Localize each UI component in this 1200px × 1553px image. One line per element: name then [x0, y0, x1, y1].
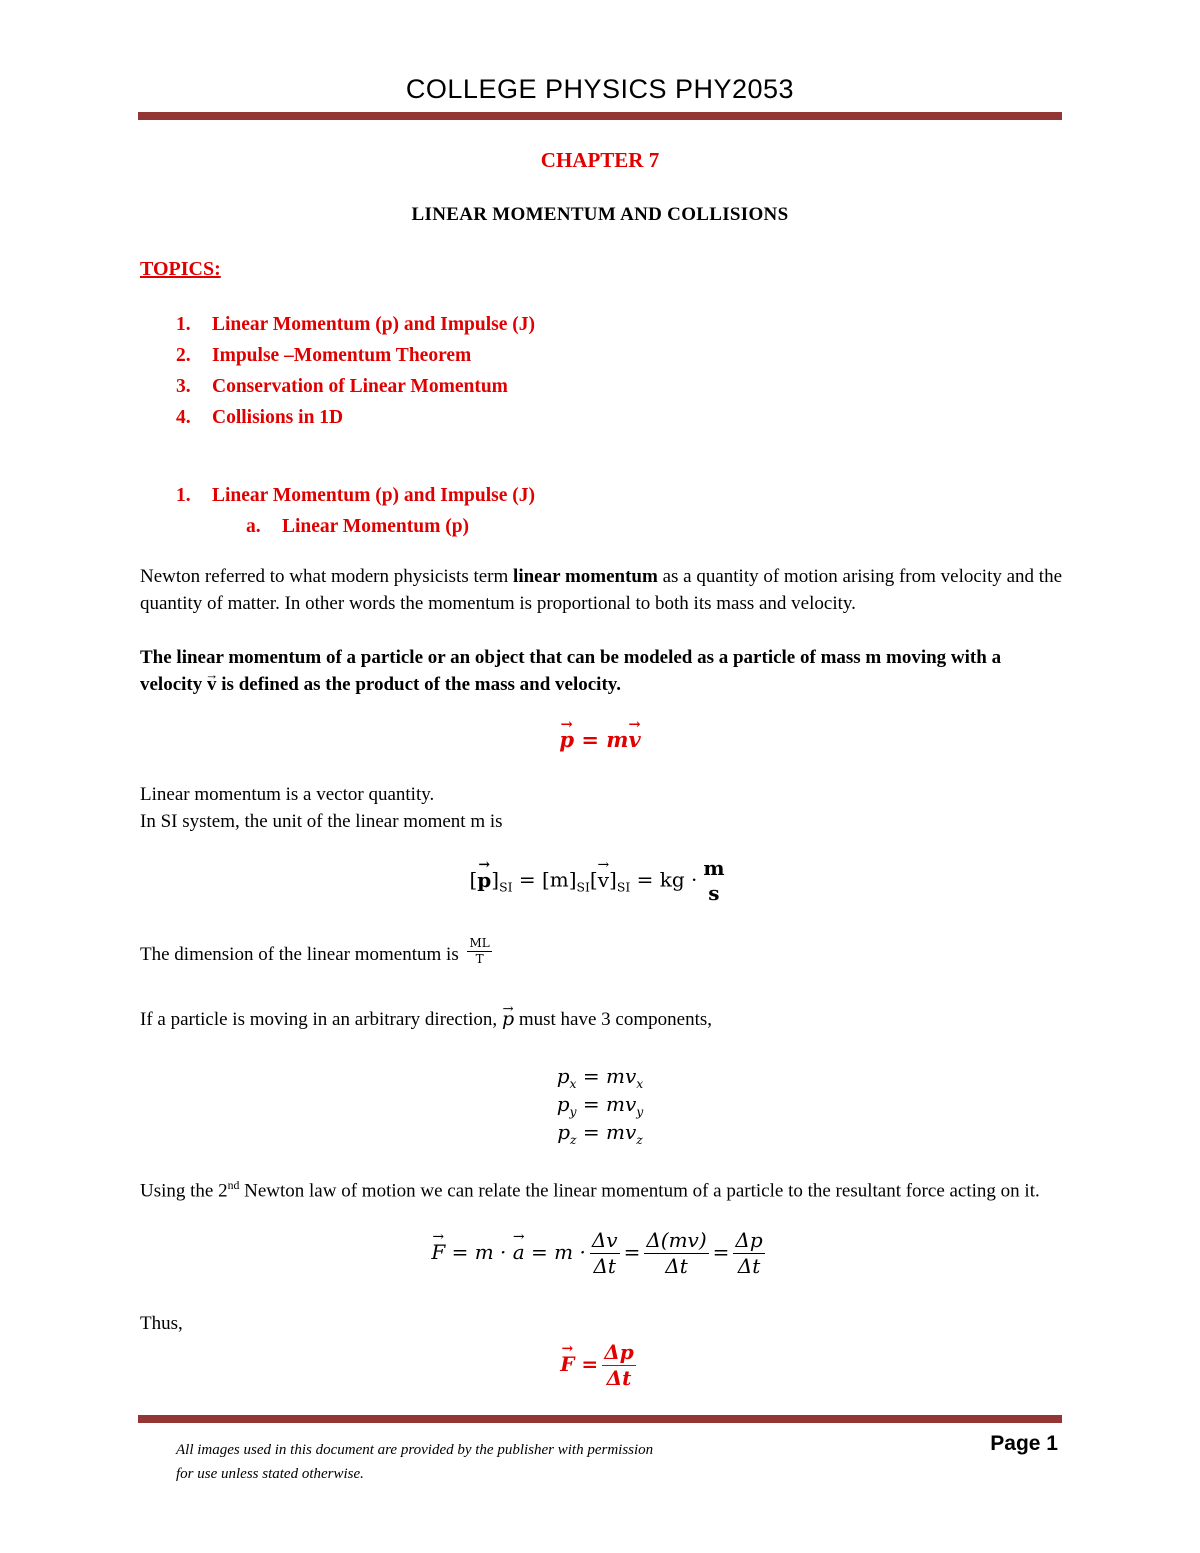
paragraph-intro: Newton referred to what modern physicists term linear momentum as a quantity of motion arising from velocity and the quantity of matter. In other words the momentum is proportional to both its mass and velocity.: [140, 566, 1063, 614]
components-text: If a particle is moving in an arbitrary direction, → p must have 3 components,: [140, 1006, 1065, 1033]
topics-heading: TOPICS:: [140, 258, 221, 280]
subsection-heading: a. Linear Momentum (p): [246, 516, 470, 537]
dimension-text: The dimension of the linear momentum is $\frac{ML}{T}$: [140, 936, 490, 967]
chapter-title: LINEAR MOMENTUM AND COLLISIONS: [411, 204, 789, 225]
equation-px: $p_x = mv_x$: [556, 1064, 644, 1091]
vector-quantity-text: Linear momentum is a vector quantity.: [140, 784, 435, 805]
page-number: Page 1: [990, 1432, 1058, 1455]
equation-final: → F = $\frac{\Delta p}{\Delta t}$: [0, 1340, 1200, 1391]
chapter-label: CHAPTER 7: [540, 148, 660, 172]
footer-note: All images used in this document are provided by the publisher with permission for use unless stated otherwise.: [176, 1442, 654, 1482]
header-title: COLLEGE PHYSICS PHY2053: [405, 74, 795, 104]
header-rule: [138, 112, 1062, 120]
topic-item: 2. Impulse –Momentum Theorem: [176, 345, 472, 366]
definition-text: The linear momentum of a particle or an object that can be modeled as a particle of mass m moving with a velocity → v is defined as the product of the mass and velocity.: [140, 644, 1050, 698]
newton-law-text: Using the 2nd Newton law of motion we can relate the linear momentum of a particle to the resultant force acting on it.: [140, 1179, 1040, 1202]
equation-pz: $p_z = mv_z$: [557, 1120, 643, 1147]
si-intro-text: In SI system, the unit of the linear moment m is: [140, 811, 503, 832]
topic-item: 1. Linear Momentum (p) and Impulse (J): [176, 314, 536, 335]
equation-force: → F = m · → a = m · $\frac{\Delta v}{\Delta t}$ = $\frac{\Delta(mv)}{\Delta t}$ = $\frac{\Delta p}{\Delta t}$: [0, 1228, 1200, 1279]
topic-item: 3. Conservation of Linear Momentum: [176, 376, 508, 397]
equation-py: $p_y = mv_y$: [556, 1092, 644, 1119]
equation-units: [→ $p]_{SI} = [m]_{SI}[\to v]_{SI}$ = kg · m s: [0, 856, 1200, 906]
thus-text: Thus,: [140, 1313, 183, 1334]
topic-item: 4. Collisions in 1D: [176, 407, 344, 428]
section-heading: 1. Linear Momentum (p) and Impulse (J): [176, 485, 536, 506]
equation-momentum: → p = m→ v: [0, 727, 1200, 753]
footer-rule: [138, 1415, 1062, 1423]
